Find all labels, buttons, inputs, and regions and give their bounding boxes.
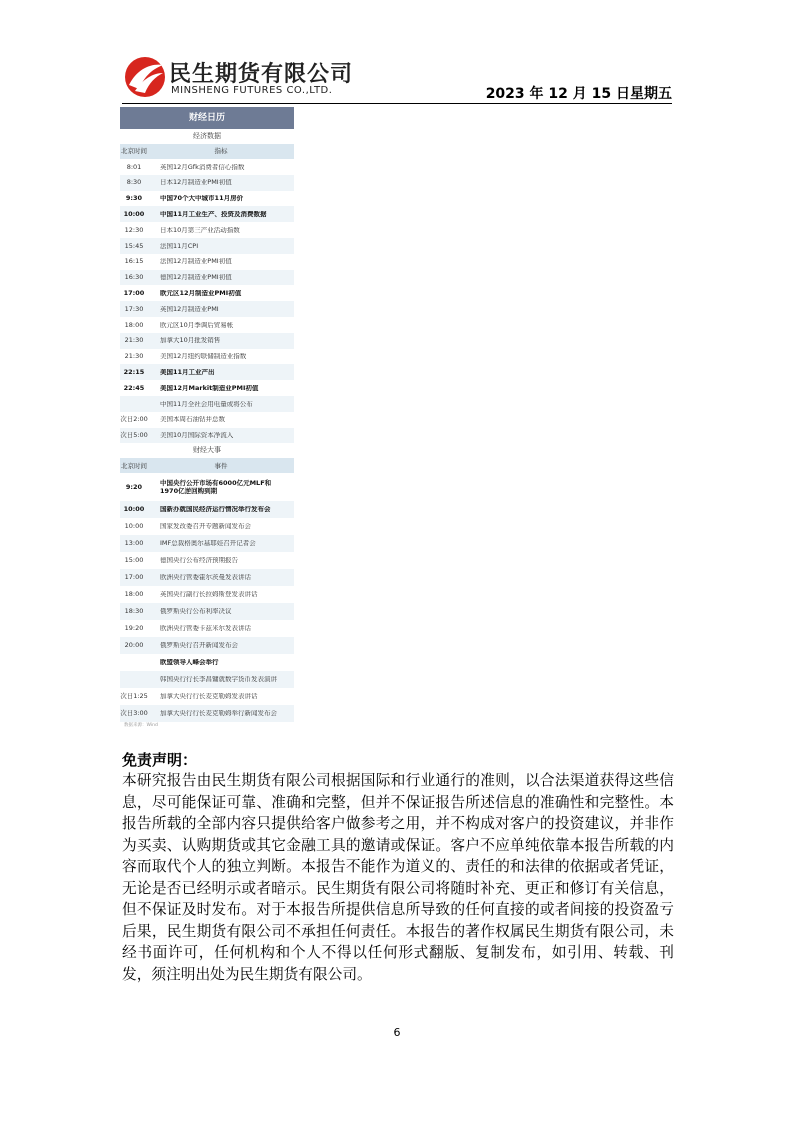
row-text: 英国央行副行长拉姆斯登发表讲话 — [160, 590, 258, 598]
row-text: 德国央行公布经济预期报告 — [160, 556, 238, 564]
row-text: 俄罗斯央行公布利率决议 — [160, 607, 232, 615]
row-time: 12:30 — [124, 225, 144, 234]
row-text: 俄罗斯央行召开新闻发布会 — [160, 641, 238, 649]
table-row — [120, 518, 294, 535]
row-time: 15:00 — [124, 555, 144, 564]
table-row — [120, 428, 294, 444]
row-time: 18:00 — [124, 589, 144, 598]
row-time: 22:45 — [123, 383, 145, 392]
calendar-source: 数据来源：Wind — [124, 722, 158, 728]
row-text-line: 中国央行公开市场有6000亿元MLF和 — [160, 478, 272, 487]
header-divider — [122, 103, 672, 104]
table-row — [120, 238, 294, 254]
row-text-line: 1970亿逆回购到期 — [160, 486, 218, 495]
economic-data-list — [120, 159, 294, 443]
table-row — [120, 191, 294, 207]
table-row — [120, 586, 294, 603]
company-name-en: MINSHENG FUTURES CO.,LTD. — [171, 85, 333, 96]
report-date: 2023 年 12 月 15 日星期五 — [485, 86, 672, 102]
row-time: 18:00 — [124, 320, 144, 329]
row-text: 加拿大央行行长麦克勒姆举行新闻发布会 — [160, 709, 277, 717]
table-row — [120, 705, 294, 722]
row-text: 德国12月制造业PMI初值 — [160, 274, 232, 281]
row-time: 15:45 — [124, 241, 144, 250]
row-time: 9:30 — [125, 194, 143, 203]
major-events-list — [120, 473, 294, 721]
table-row — [120, 206, 294, 222]
table-row — [120, 380, 294, 396]
table-row — [120, 603, 294, 620]
row-text: 美国10月国际资本净流入 — [160, 432, 234, 439]
table-row — [120, 671, 294, 688]
row-text: 美国12月纽约联储制造业指数 — [160, 353, 247, 360]
table-row — [120, 254, 294, 270]
financial-calendar — [120, 107, 294, 730]
row-text: 中国70个大中城市11月房价 — [160, 195, 244, 202]
economic-data-section-title: 经济数据 — [193, 132, 221, 140]
col-time-header: 北京时间 — [121, 461, 147, 470]
company-name-cn: 民生期货有限公司 — [169, 62, 354, 87]
table-row — [120, 535, 294, 552]
row-time: 9:20 — [125, 482, 143, 491]
disclaimer-body: 本研究报告由民生期货有限公司根据国际和行业通行的准则，以合法渠道获得这些信息，尽可能保证可靠、准确和完整，但并不保证报告所述信息的准确性和完整性。本报告所载的全部内容只提供给客户做参考之用，并不构成对客户的投资建议，并非作为买卖、认购期货或其它金融工具的邀请或保证。客户不应单纯依靠本报告所载的内容而取代个人的独立判断。本报告不能作为道义的、责任的和法律的依据或者凭证，无论是否已经明示或者暗示。民生期货有限公司将随时补充、更正和修订有关信息，但不保证及时发布。对于本报告所提供信息所导致的任何直接的或者间接的投资盈亏后果，民生期货有限公司不承担任何责任。本报告的著作权属民生期货有限公司，未经书面许可，任何机构和个人不得以任何形式翻版、复制发布，如引用、转载、刊发，须注明出处为民生期货有限公司。 — [122, 772, 674, 983]
row-text: 国新办就国民经济运行情况举行发布会 — [160, 505, 271, 513]
row-text: 中国11月工业生产、投资及消费数据 — [160, 211, 267, 218]
table-row — [120, 222, 294, 238]
row-text: 国家发改委召开专题新闻发布会 — [160, 522, 251, 530]
minsheng-logo-icon — [123, 55, 167, 99]
row-text: IMF总裁格奥尔基耶娃召开记者会 — [160, 539, 256, 547]
row-time: 16:15 — [124, 257, 144, 266]
row-text: 加拿大央行行长麦克勒姆发表讲话 — [160, 692, 258, 700]
row-text: 欧元区12月制造业PMI初值 — [160, 290, 242, 297]
row-time: 13:00 — [124, 538, 144, 547]
row-time: 21:30 — [124, 352, 144, 361]
row-text: 欧盟领导人峰会举行 — [160, 658, 219, 666]
row-time: 17:30 — [124, 304, 144, 313]
table-row — [120, 333, 294, 349]
table-row — [120, 620, 294, 637]
row-time: 22:15 — [123, 368, 145, 376]
row-time: 16:30 — [124, 273, 144, 282]
row-text: 法国12月制造业PMI初值 — [160, 258, 232, 265]
row-time: 20:00 — [124, 640, 144, 649]
table-row — [120, 349, 294, 365]
row-text: 美国本周石油钻井总数 — [160, 416, 225, 423]
table-row — [120, 637, 294, 654]
row-time: 8:30 — [126, 178, 142, 187]
table-row — [120, 501, 294, 518]
table-row — [120, 569, 294, 586]
row-text: 中国11月全社会用电量或将公布 — [160, 400, 253, 408]
row-text: 英国12月Gfk消费者信心指数 — [160, 163, 245, 171]
row-text: 欧洲央行管委霍尔茨曼发表讲话 — [160, 573, 251, 581]
table-row — [120, 317, 294, 333]
table-row — [120, 159, 294, 175]
row-text: 加拿大10月批发销售 — [160, 337, 221, 344]
table-row — [120, 270, 294, 286]
row-time: 17:00 — [124, 572, 144, 581]
calendar-title: 财经日历 — [120, 107, 294, 129]
row-time: 10:00 — [123, 504, 145, 513]
row-time: 次日1:25 — [120, 691, 148, 700]
disclaimer-title: 免责声明： — [122, 751, 198, 769]
row-text: 英国12月制造业PMI — [160, 305, 219, 313]
events-column-header — [120, 458, 294, 473]
row-time: 10:00 — [124, 521, 144, 530]
row-time: 次日3:00 — [120, 708, 148, 717]
table-row — [120, 473, 294, 500]
table-row — [120, 285, 294, 301]
row-text: 美国11月工业产出 — [160, 369, 215, 376]
table-row — [120, 412, 294, 428]
table-row — [120, 396, 294, 412]
row-time: 10:00 — [123, 210, 145, 219]
col-event-header: 事件 — [214, 461, 228, 470]
row-time: 21:30 — [124, 336, 144, 345]
row-time: 17:00 — [123, 289, 145, 298]
table-row — [120, 364, 294, 380]
row-text — [148, 479, 294, 496]
row-time: 18:30 — [124, 606, 144, 615]
table-row — [120, 654, 294, 671]
company-logo — [123, 55, 363, 101]
economic-column-header — [120, 144, 294, 159]
table-row — [120, 175, 294, 191]
row-time: 次日5:00 — [120, 431, 148, 440]
row-text: 法国11月CPI — [160, 242, 199, 250]
row-text: 韩国央行行长李昌镛就数字货币发表演讲 — [160, 675, 277, 683]
row-text: 日本12月制造业PMI初值 — [160, 179, 232, 186]
row-text: 美国12月Markit制造业PMI初值 — [160, 384, 259, 392]
page-number: 6 — [393, 1026, 401, 1039]
table-row — [120, 301, 294, 317]
col-time-header: 北京时间 — [121, 147, 147, 156]
row-text: 日本10月第三产业活动指数 — [160, 226, 240, 234]
row-time: 次日2:00 — [120, 415, 148, 424]
col-indicator-header: 指标 — [214, 147, 228, 156]
row-time: 19:20 — [124, 623, 144, 632]
table-row — [120, 688, 294, 705]
row-time: 8:01 — [126, 162, 142, 171]
table-row — [120, 552, 294, 569]
row-text: 欧元区10月季调后贸易帐 — [160, 321, 234, 329]
major-events-section-title: 财经大事 — [193, 446, 221, 455]
row-text: 欧洲央行管委卡兹米尔发表讲话 — [160, 624, 251, 632]
